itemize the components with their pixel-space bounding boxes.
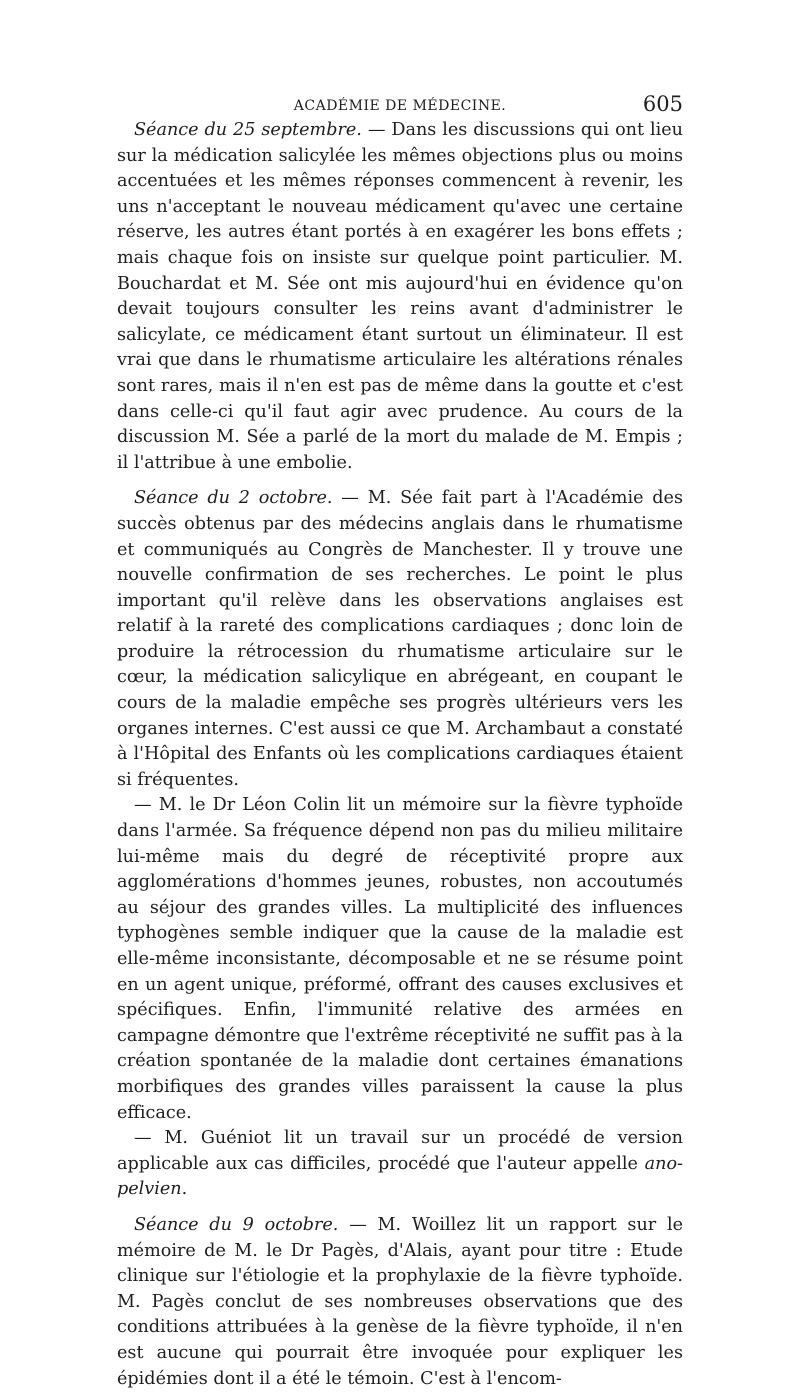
paragraph-lead: Séance du 9 octobre.	[134, 1214, 339, 1235]
paragraph-text: — M. Woillez lit un rapport sur le mémoire de M. le Dr Pagès, d'Alais, ayant pour titre : Etude clinique sur l'étiologie et la prophylaxie de la fièvre typhoïde. M. Pagès conclut de ses nombreuses observations que des conditions attribuées à la genèse de la fièvre typhoïde, il n'en est aucune qui pourrait être invoquée pour expliquer les épidémies dont il a été le témoin. C'est à l'encom-	[117, 1214, 684, 1389]
paragraph-lead: Séance du 25 septembre.	[134, 120, 362, 140]
page-number: 605	[642, 92, 683, 116]
book-page	[117, 92, 683, 1392]
paragraph-seance-25-septembre	[117, 118, 683, 476]
paragraph-text: — M. Guéniot lit un travail sur un procédé de version applicable aux cas difficiles, procédé que l'auteur appelle	[117, 1128, 683, 1174]
paragraph-seance-9-octobre	[117, 1213, 683, 1392]
running-head-title: ACADÉMIE DE MÉDECINE.	[293, 98, 507, 114]
paragraph-gueniot-travail	[117, 1126, 683, 1203]
running-head	[117, 92, 683, 118]
paragraph-lead: Séance du 2 octobre.	[134, 488, 333, 509]
paragraph-seance-2-octobre	[117, 486, 683, 793]
paragraph-text: — M. le Dr Léon Colin lit un mémoire sur la fièvre typhoïde dans l'armée. Sa fréquence dépend non pas du milieu militaire lui-même mais du degré de réceptivité propre aux agglomérations d'hommes jeunes, robustes, non accoutumés au séjour des grandes villes. La multiplicité des influences typhogènes semble indiquer que la cause de la maladie est elle-même inconsistante, décomposable et ne se résume point en un agent unique, préformé, offrant des causes exclusives et spécifiques. Enfin, l'immunité relative des armées en campagne démontre que l'extrême réceptivité ne suffit pas à la création spontanée de la maladie dont certaines émanations morbifiques des grandes villes paraissent la cause la plus efficace.	[117, 795, 683, 1123]
paragraph-colin-memoire	[117, 793, 683, 1126]
paragraph-emphasis: ano-pelvien	[117, 1153, 683, 1200]
paragraph-text: — Dans les discussions qui ont lieu sur la médication salicylée les mêmes objections plus ou moins accentuées et les mêmes réponses commencent à revenir, les uns n'acceptant le nouveau médicament qu'avec une certaine réserve, les autres étant portés à en exagérer les bons effets ; mais chaque fois on insiste sur quelque point particulier. M. Bouchardat et M. Sée ont mis aujourd'hui en évidence qu'on devait toujours consulter les reins avant d'administrer le salicylate, ce médicament étant surtout un éliminateur. Il est vrai que dans le rhumatisme articulaire les altérations rénales sont rares, mais il n'en est pas de même dans la goutte et c'est dans celle-ci qu'il faut agir avec prudence. Au cours de la discussion M. Sée a parlé de la mort du malade de M. Empis ; il l'attribue à une embolie.	[117, 120, 684, 473]
paragraph-tail: .	[181, 1179, 188, 1200]
paragraph-text: — M. Sée fait part à l'Académie des succès obtenus par des médecins anglais dans le rhumatisme et communiqués au Congrès de Manchester. Il y trouve une nouvelle confirmation de ses recherches. Le point le plus important qu'il relève dans les observations anglaises est relatif à la rareté des complications cardiaques ; donc loin de produire la rétrocession du rhumatisme articulaire sur le cœur, la médication salicylique en abrégeant, en coupant le cours de la maladie empêche ses progrès ultérieurs vers les organes internes. C'est aussi ce que M. Archambaut a constaté à l'Hôpital des Enfants où les complications cardiaques étaient si fréquentes.	[117, 488, 683, 790]
